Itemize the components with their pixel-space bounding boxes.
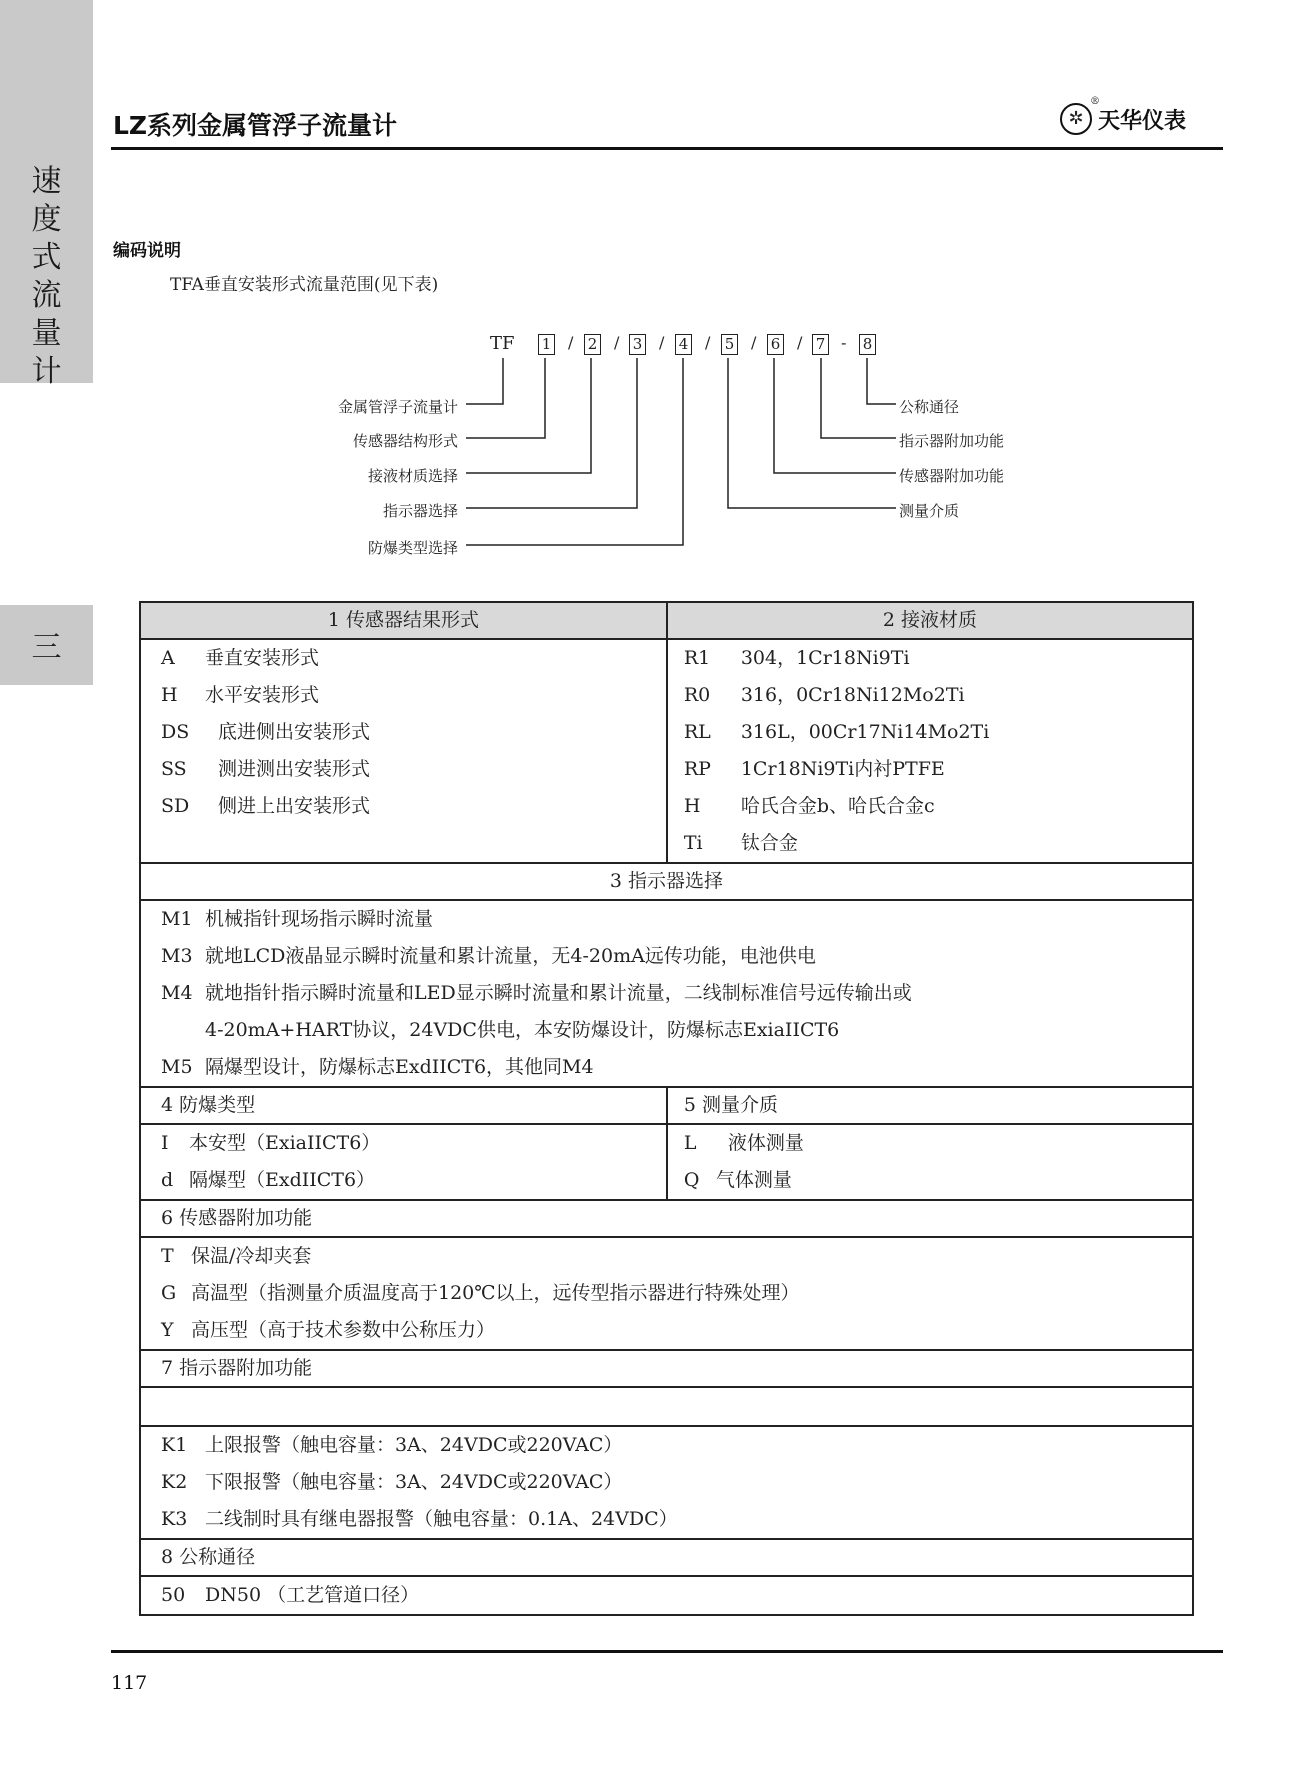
code-separator: /: [705, 333, 711, 352]
spec-table: [139, 601, 1194, 1616]
list-item: K3 二线制时具有继电器报警（触电容量：0.1A、24VDC）: [161, 1508, 678, 1530]
list-item: G 高温型（指测量介质温度高于120℃以上，远传型指示器进行特殊处理）: [161, 1282, 800, 1304]
diagram-label-right: 指示器附加功能: [899, 432, 1005, 450]
code-box-4: 4: [675, 334, 692, 355]
section-8-header: [140, 1539, 1193, 1576]
list-item: SS 测进测出安装形式: [161, 758, 371, 780]
code-box-6: 6: [767, 334, 784, 355]
diagram-label-left: 金属管浮子流量计: [337, 398, 458, 416]
code-separator: /: [659, 333, 665, 352]
list-item: RP 1Cr18Ni9Ti内衬PTFE: [683, 758, 945, 780]
code-separator: -: [841, 333, 847, 352]
section-5-list: [667, 1124, 1193, 1200]
code-box-2: 2: [584, 334, 601, 355]
section-6-list: [140, 1237, 1193, 1350]
brand-name: 天华仪表: [1098, 107, 1187, 134]
sidebar-chapter-number: 三: [31, 630, 62, 665]
section-7-header: [140, 1350, 1193, 1387]
list-item: I 本安型（ExiaIICT6）: [161, 1132, 381, 1154]
diagram-label-right: 测量介质: [899, 502, 960, 520]
list-item: SD 侧进上出安装形式: [161, 795, 371, 817]
code-diagram-lines: [0, 0, 1300, 580]
list-item: T 保温/冷却夹套: [161, 1245, 312, 1267]
list-item: H 哈氏合金b、哈氏合金c: [683, 795, 935, 817]
list-item: d 隔爆型（ExdIICT6）: [161, 1169, 376, 1191]
list-item: L 液体测量: [683, 1132, 804, 1154]
list-item: M5 隔爆型设计，防爆标志ExdIICT6，其他同M4: [161, 1056, 594, 1078]
code-box-8: 8: [859, 334, 876, 355]
list-item: A 垂直安装形式: [161, 647, 320, 669]
code-prefix: TF: [490, 333, 515, 354]
section-1-2-body: [140, 639, 1193, 863]
brand-logo-icon: ✲ ®: [1060, 103, 1092, 135]
section-7-list: [140, 1426, 1193, 1539]
footer-divider: [111, 1650, 1223, 1653]
list-item: Y 高压型（高于技术参数中公称压力）: [161, 1319, 496, 1341]
page-title: LZ系列金属管浮子流量计: [113, 111, 398, 140]
code-separator: /: [797, 333, 803, 352]
list-item: M3 就地LCD液晶显示瞬时流量和累计流量，无4-20mA远传功能，电池供电: [161, 945, 816, 967]
section-3-body: [140, 900, 1193, 1087]
list-item: K2 下限报警（触电容量：3A、24VDC或220VAC）: [161, 1471, 623, 1493]
section-8-body: [140, 1576, 1193, 1615]
section-4-list: [140, 1124, 667, 1200]
diagram-label-left: 指示器选择: [382, 502, 458, 520]
section-4-5-header: [140, 1087, 1193, 1124]
list-item: DS 底进侧出安装形式: [161, 721, 371, 743]
section-subtitle: TFA垂直安装形式流量范围(见下表): [170, 275, 439, 295]
list-item: M4 就地指针指示瞬时流量和LED显示瞬时流量和累计流量，二线制标准信号远传输出或: [161, 982, 912, 1004]
code-diagram: [0, 0, 1300, 580]
section-3-header: [140, 863, 1193, 900]
section-2-title: 2 接液材质: [667, 602, 1193, 639]
page-number: 117: [111, 1672, 148, 1694]
code-separator: /: [751, 333, 757, 352]
registered-mark: ®: [1090, 96, 1100, 107]
section-heading: 编码说明: [113, 241, 181, 261]
section-8-list: [140, 1576, 1193, 1615]
diagram-label-right: 公称通径: [899, 398, 960, 416]
list-item: 50 DN50 （工艺管道口径）: [161, 1584, 420, 1606]
section-3-list: [140, 900, 1193, 1087]
list-item: M1 机械指针现场指示瞬时流量: [161, 908, 434, 930]
list-item: Ti 钛合金: [683, 832, 798, 854]
list-item: R0 316，0Cr18Ni12Mo2Ti: [683, 684, 965, 706]
section-7-title: 7 指示器附加功能: [140, 1350, 1193, 1387]
code-box-3: 3: [629, 334, 646, 355]
list-item: K1 上限报警（触电容量：3A、24VDC或220VAC）: [161, 1434, 623, 1456]
section-5-title: 5 测量介质: [667, 1087, 1193, 1124]
diagram-label-right: 传感器附加功能: [899, 467, 1005, 485]
diagram-label-left: 防爆类型选择: [367, 539, 458, 557]
section-3-title: 3 指示器选择: [140, 863, 1193, 900]
code-box-5: 5: [721, 334, 738, 355]
section-6-header: [140, 1200, 1193, 1237]
list-item: 4-20mA+HART协议，24VDC供电，本安防爆设计，防爆标志ExiaIICT6: [205, 1019, 840, 1041]
list-item: Q 气体测量: [683, 1169, 792, 1191]
sidebar-section-title: 速 度 式 流 量 计: [31, 164, 62, 389]
section-6-body: [140, 1237, 1193, 1350]
code-separator: /: [614, 333, 620, 352]
list-item: R1 304，1Cr18Ni9Ti: [683, 647, 910, 669]
section-7-body: [140, 1426, 1193, 1539]
section-6-title: 6 传感器附加功能: [140, 1200, 1193, 1237]
code-box-1: 1: [538, 334, 555, 355]
section-4-5-body: [140, 1124, 1193, 1200]
table-header-row: [140, 602, 1193, 639]
section-1-list: [140, 639, 667, 863]
diagram-label-left: 接液材质选择: [367, 467, 458, 485]
list-item: H 水平安装形式: [161, 684, 320, 706]
section-8-title: 8 公称通径: [140, 1539, 1193, 1576]
section-1-title: 1 传感器结果形式: [140, 602, 667, 639]
section-4-title: 4 防爆类型: [140, 1087, 667, 1124]
section-7-empty-row: [140, 1387, 1193, 1426]
code-separator: /: [568, 333, 574, 352]
list-item: RL 316L，00Cr17Ni14Mo2Ti: [683, 721, 990, 743]
section-2-list: [667, 639, 1193, 863]
code-box-7: 7: [812, 334, 829, 355]
diagram-label-left: 传感器结构形式: [352, 432, 458, 450]
